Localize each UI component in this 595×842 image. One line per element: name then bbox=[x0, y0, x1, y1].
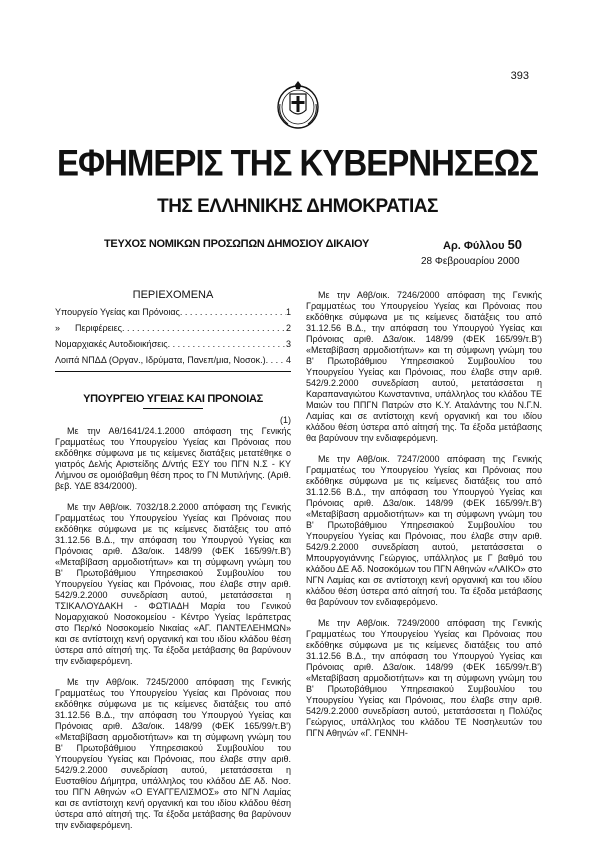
decision-paragraph: Με την Αθβ/οικ. 7032/18.2.2000 απόφαση της Γενικής Γραμματέως του Υπουργείου Υγείας και Πρόνοιας που εκδόθηκε σύμφωνα με τις κείμενες διατάξεις του από 31.12.56 Β.Δ., την απόφαση του Υπουργού Υγείας και Πρόνοιας αριθ. Δ3α/οικ. 148/99 (ΦΕΚ 165/99/τ.Β') «Μεταβίβαση αρμοδιοτήτων» και τη σύμφωνη γνώμη του Β' Πρωτοβάθμιου Υπηρεσιακού Συμβουλίου του Υπουργείου Υγείας και Πρόνοιας, που έλαβε στην αριθ. 542/9.2.2000 συνεδρίαση αυτού, μετατάσσεται η ΤΣΙΚΑΛΟΥΔΑΚΗ - ΦΩΤΙΑΔΗ Μαρία του Γενικού Νομαρχιακού Νοσοκομείου - Κέντρο Υγείας Ιεράπετρας στο Περ/κό Νοσοκομείο Νικαίας «ΑΓ. ΠΑΝΤΕΛΕΗΜΩΝ» και σε αντίστοιχη κενή οργανική και του ιδίου κλάδου θέση ύστερα από αίτησή της. Τα έξοδα μετάβασης θα βαρύνουν την ενδιαφερόμενη. bbox=[55, 502, 291, 666]
right-column bbox=[306, 290, 542, 749]
toc-item bbox=[55, 307, 291, 318]
page-number: 393 bbox=[510, 70, 529, 82]
masthead-subtitle: ΤΗΣ ΕΛΛΗΝΙΚΗΣ ΔΗΜΟΚΡΑΤΙΑΣ bbox=[157, 196, 438, 217]
toc-item bbox=[55, 339, 291, 350]
toc-item-page: 3 bbox=[285, 339, 291, 349]
toc-item bbox=[55, 323, 291, 334]
toc-leader bbox=[180, 307, 286, 318]
heading-divider bbox=[143, 408, 203, 409]
toc-item bbox=[55, 355, 291, 366]
toc-item-page: 1 bbox=[285, 307, 291, 317]
issue-number: 50 bbox=[507, 237, 523, 252]
toc-item-label: Υπουργείο Υγείας και Πρόνοιας bbox=[55, 307, 180, 317]
toc-divider bbox=[55, 371, 291, 372]
issue-label bbox=[443, 237, 522, 252]
left-column bbox=[55, 290, 291, 841]
decision-paragraph: Με την Αθβ/οικ. 7247/2000 απόφαση της Γενικής Γραμματέως του Υπουργείου Υγείας και Πρόνοιας που εκδόθηκε σύμφωνα με τις κείμενες διατάξεις του από 31.12.56 Β.Δ., την απόφαση του Υπουργού Υγείας και Πρόνοιας αριθ. Δ3α/οικ. 148/99 (ΦΕΚ 165/99/τ.Β') «Μεταβίβαση αρμοδιοτήτων» και τη σύμφωνη γνώμη του Β' Πρωτοβάθμιου Υπηρεσιακού Συμβουλίου του Υπουργείου Υγείας και Πρόνοιας, που έλαβε στην αριθ. 542/9.2.2000 συνεδρίαση αυτού, μετατάσσεται ο Μπουργογιάννης Γεώργιος, υπάλληλος με Γ βαθμό του κλάδου ΔΕ Αδ. Νοσοκόμων του ΠΓΝ Αθηνών «ΛΑΙΚΟ» στο ΝΓΝ Λαμίας και σε αντίστοιχη κενή οργανική και του ιδίου κλάδου θέση ύστερα από αίτησή του. Τα έξοδα μετάβασης θα βαρύνουν τον ενδιαφερόμενο. bbox=[306, 454, 542, 607]
decision-paragraph: Με την Αθ/1641/24.1.2000 απόφαση της Γενικής Γραμματέως του Υπουργείου Υγείας και Πρόνοιας που εκδόθηκε σύμφωνα με τις κείμενες διατάξεις μετατέθηκε ο γιατρός Δελής Αριστείδης Δ/ντής ΕΣΥ του ΠΓΝ Ν.Σ - ΚΥ Λήμνου σε ομοιόβαθμη θέση προς το ΓΝ Μυτιλήνης. (Αριθ. βεβ. ΥΔΕ 834/2000). bbox=[55, 426, 291, 491]
toc-leader bbox=[168, 339, 286, 350]
section-number: (1) bbox=[280, 415, 291, 425]
coat-of-arms-icon bbox=[276, 80, 320, 130]
toc-item-label: Λοιπά ΝΠΔΔ (Οργαν., Ιδρύματα, Πανεπ/μια, Νοσοκ.) bbox=[55, 355, 266, 365]
toc-item-page: 4 bbox=[285, 355, 291, 365]
toc-leader bbox=[266, 355, 286, 366]
decision-paragraph: Με την Αθβ/οικ. 7246/2000 απόφαση της Γενικής Γραμματέως του Υπουργείου Υγείας και Πρόνοιας που εκδόθηκε σύμφωνα με τις κείμενες διατάξεις του από 31.12.56 Β.Δ., την απόφαση του Υπουργού Υγείας και Πρόνοιας αριθ. Δ3α/οικ. 148/99 (ΦΕΚ 165/99/τ.Β') «Μεταβίβαση αρμοδιοτήτων» και τη σύμφωνη γνώμη του Β' Πρωτοβάθμιου Υπηρεσιακού Συμβουλίου του Υπουργείου Υγείας και Πρόνοιας, που έλαβε στην αριθ. 542/9.2.2000 συνεδρίαση αυτού, μετατάσσεται η Καραπαναγιώτου Κωνσταντινα, υπάλληλος του κλάδου ΤΕ Μαιών του ΠΠΓΝ Πατρών στο Κ.Υ. Αταλάντης του Ν.Γ.Ν. Λαμίας και σε αντίστοιχη κενή οργανική και του ιδίου κλάδου θέση ύστερα από αίτησή της. Τα έξοδα μετάβασης θα βαρύνουν την ενδιαφερόμενη. bbox=[306, 290, 542, 443]
decision-paragraph: Με την Αθβ/οικ. 7245/2000 απόφαση της Γενικής Γραμματέως του Υπουργείου Υγείας και Πρόνοιας που εκδόθηκε σύμφωνα με τις κείμενες διατάξεις του από 31.12.56 Β.Δ., την απόφαση του Υπουργού Υγείας και Πρόνοιας αριθ. Δ3α/οικ. 148/99 (ΦΕΚ 165/99/τ.Β') «Μεταβίβαση αρμοδιοτήτων» και τη σύμφωνη γνώμη του Β' Πρωτοβάθμιου Υπηρεσιακού Συμβουλίου του Υπουργείου Υγείας και Πρόνοιας, που έλαβε στην αριθ. 542/9.2.2000 συνεδρίαση αυτού, μετατάσσεται η Ευσταθίου Δήμητρα, υπάλληλος του κλάδου ΔΕ Αδ. Νοσ. του ΠΓΝ Αθηνών «Ο ΕΥΑΓΓΕΛΙΣΜΟΣ» στο ΝΓΝ Λαμίας και σε αντίστοιχη κενή οργανική και του ιδίου κλάδου θέση ύστερα από αίτησή της. Τα έξοδα μετάβασης θα βαρύνουν την ενδιαφερόμενη. bbox=[55, 677, 291, 830]
toc-leader bbox=[122, 323, 286, 334]
issue-label-text: Αρ. Φύλλου bbox=[443, 240, 505, 252]
decision-paragraph: Με την Αθβ/οικ. 7249/2000 απόφαση της Γενικής Γραμματέως του Υπουργείου Υγείας και Πρόνοιας που εκδόθηκε σύμφωνα με τις κείμενες διατάξεις του από 31.12.56 Β.Δ., την απόφαση του Υπουργού Υγείας και Πρόνοιας αριθ. Δ3α/οικ. 148/99 (ΦΕΚ 165/99/τ.Β') «Μεταβίβαση αρμοδιοτήτων» και τη σύμφωνη γνώμη του Β' Πρωτοβάθμιου Υπηρεσιακού Συμβουλίου του Υπουργείου Υγείας και Πρόνοιας, που έλαβε στην αριθ. 542/9.2.2000 συνεδρίαση αυτού, μετατάσσεται η Πολύζος Γεώργιος, υπάλληλος του κλάδου ΤΕ Νοσηλευτών του ΠΓΝ Αθηνών «Γ. ΓΕΝΝΗ- bbox=[306, 618, 542, 738]
issue-date: 28 Φεβρουαρίου 2000 bbox=[421, 256, 520, 267]
masthead-title: ΕΦΗΜΕΡΙΣ ΤΗΣ ΚΥΒΕΡΝΗΣΕΩΣ bbox=[57, 141, 538, 184]
toc-heading: ΠΕΡΙΕΧΟΜΕΝΑ bbox=[132, 289, 214, 301]
table-of-contents bbox=[55, 290, 291, 372]
toc-item-label: Νομαρχιακές Αυτοδιοικήσεις bbox=[55, 339, 168, 349]
series-title: ΤΕΥΧΟΣ ΝΟΜΙΚΩΝ ΠΡΟΣΩΠΩΝ ΔΗΜΟΣΙΟΥ ΔΙΚΑΙΟΥ bbox=[104, 238, 369, 250]
ministry-heading: ΥΠΟΥΡΓΕΙΟ ΥΓΕΙΑΣ ΚΑΙ ΠΡΟΝΟΙΑΣ bbox=[83, 393, 263, 405]
toc-item-page: 2 bbox=[285, 323, 291, 333]
toc-item-label: » Περιφέρειες bbox=[55, 323, 122, 333]
